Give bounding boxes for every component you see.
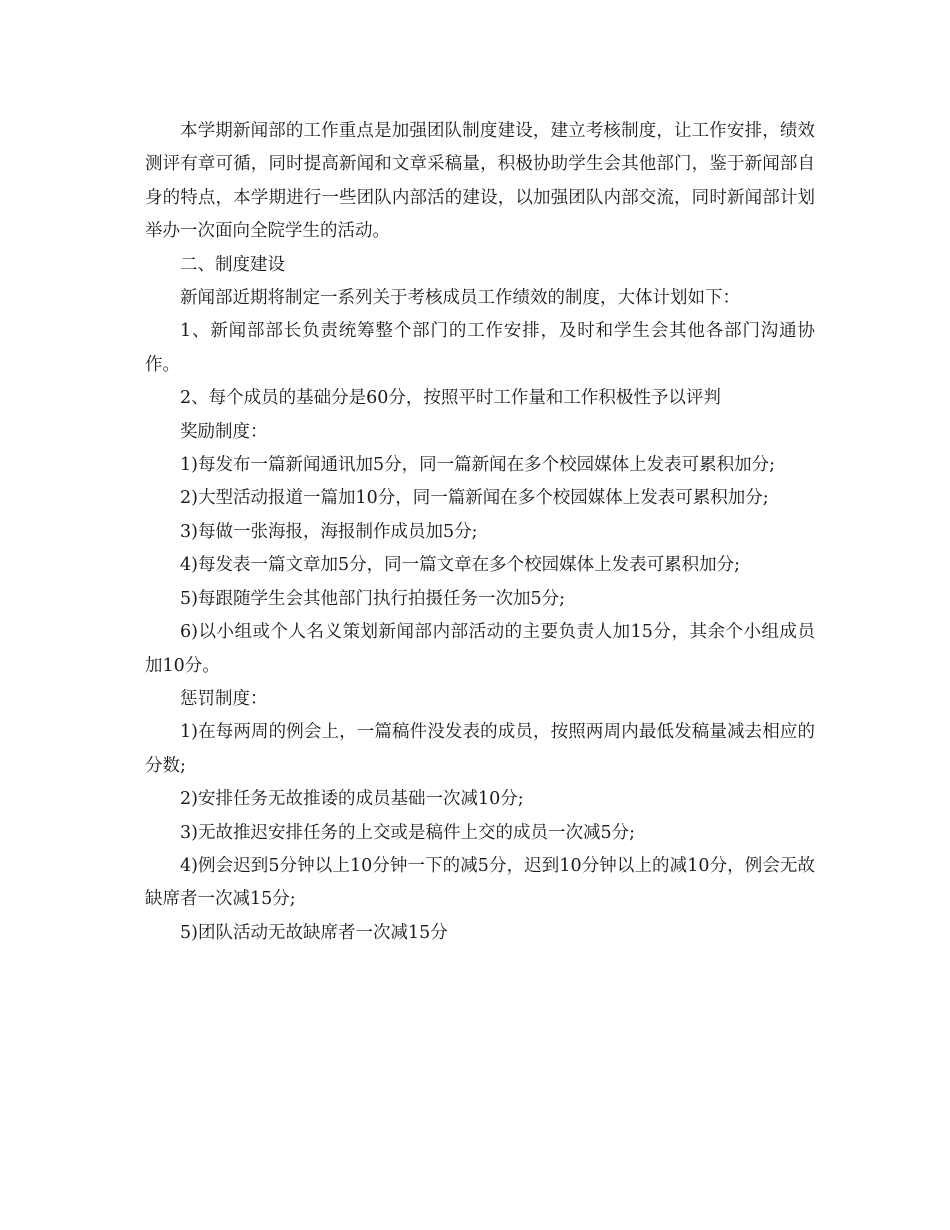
paragraph-plan: 新闻部近期将制定一系列关于考核成员工作绩效的制度，大体计划如下： [180,288,740,309]
penalty-item-2: 2)安排任务无故推诿的成员基础一次减10分; [180,789,524,810]
penalty-item-1: 1)在每两周的例会上，一篇稿件没发表的成员，按照两周内最低发稿量减去相应的分数; [145,722,815,776]
reward-item-3: 3)每做一张海报，海报制作成员加5分; [180,521,478,542]
reward-item-5: 5)每跟随学生会其他部门执行拍摄任务一次加5分; [180,588,565,609]
penalty-item-3: 3)无故推迟安排任务的上交或是稿件上交的成员一次减5分; [180,822,635,843]
reward-item-4: 4)每发表一篇文章加5分，同一篇文章在多个校园媒体上发表可累积加分; [180,555,740,576]
paragraph-intro: 本学期新闻部的工作重点是加强团队制度建设，建立考核制度，让工作安排，绩效测评有章可循，同时提高新闻和文章采稿量，积极协助学生会其他部门，鉴于新闻部自身的特点，本学期进行一些团队内部活的建设，以加强团队内部交流，同时新闻部计划举办一次面向全院学生的活动。 [145,121,815,242]
reward-item-1: 1)每发布一篇新闻通讯加5分，同一篇新闻在多个校园媒体上发表可累积加分; [180,455,775,476]
penalty-item-4: 4)例会迟到5分钟以上10分钟一下的减5分，迟到10分钟以上的减10分，例会无故缺席者一次减15分; [145,855,815,910]
reward-heading: 奖励制度： [180,421,268,442]
penalty-heading: 惩罚制度： [180,688,268,709]
list-item-2: 2、每个成员的基础分是60分，按照平时工作量和工作积极性予以评判 [180,388,721,409]
penalty-item-5: 5)团队活动无故缺席者一次减15分 [180,922,448,943]
document-body [145,115,815,950]
reward-item-6: 6)以小组或个人名义策划新闻部内部活动的主要负责人加15分，其余个小组成员加10分。 [145,622,815,676]
list-item-1: 1、新闻部部长负责统筹整个部门的工作安排，及时和学生会其他各部门沟通协作。 [145,321,815,375]
section-heading-system: 二、制度建设 [180,254,285,275]
reward-item-2: 2)大型活动报道一篇加10分，同一篇新闻在多个校园媒体上发表可累积加分; [180,488,769,509]
